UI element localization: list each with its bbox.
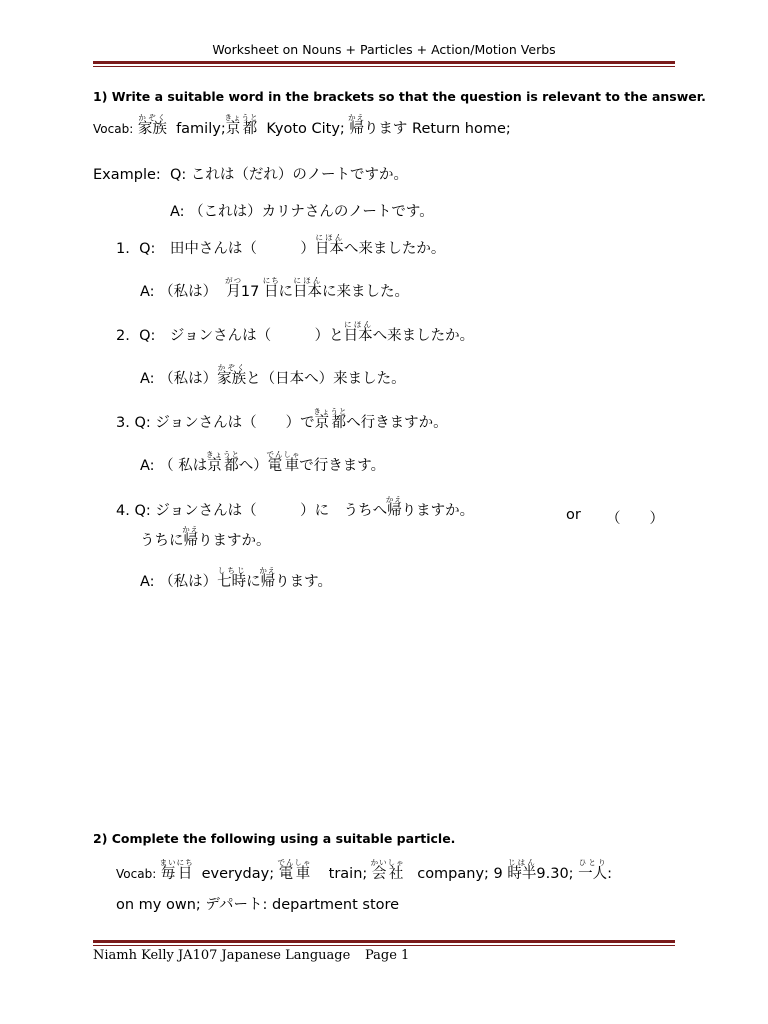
section1-heading: 1) Write a suitable word in the brackets so that the question is relevant to the answer.: [93, 89, 706, 104]
question-4-paren: （ ）: [606, 511, 664, 527]
example-question: Example: Q: これは（だれ）のノートですか。: [93, 167, 408, 183]
section1-vocab: [93, 113, 511, 138]
example-answer: A: （これは）カリナさんのノートです。: [170, 204, 434, 220]
vocab-entry: 会社かいしゃ company;: [370, 858, 489, 882]
footer-divider: [93, 940, 675, 946]
vocab-label: Vocab:: [116, 867, 157, 881]
question-1: 1. Q: 田中さんは（ ）日本にほんへ来ましたか。: [116, 233, 446, 257]
header-divider: [93, 61, 675, 67]
question-3: 3. Q: ジョンさんは（ ）で京都きょうとへ行きますか。: [116, 407, 448, 431]
vocab-entry: 帰かえります Return home;: [348, 113, 511, 137]
vocab-entry: 9 時半じはん9.30;: [493, 858, 574, 882]
answer-3: A: （ 私は京都きょうとへ）電車でんしゃで行きます。: [140, 450, 386, 474]
footer-page-number: Page 1: [365, 948, 410, 963]
section2-heading: 2) Complete the following using a suitable particle.: [93, 831, 456, 846]
answer-1: A: （私は） 月がつ17 日にちに日本にほんに来ました。: [140, 276, 409, 300]
question-4-continued: うちに帰かえりますか。: [140, 525, 271, 549]
question-4: 4. Q: ジョンさんは（ ）に うちへ帰かえりますか。: [116, 495, 475, 519]
vocab-entry: 一人ひとり:: [578, 858, 613, 882]
question-4-or: or: [566, 507, 581, 523]
vocab-label: Vocab:: [93, 122, 134, 136]
vocab-entry: 電車でんしゃ train;: [277, 858, 368, 882]
question-2: 2. Q: ジョンさんは（ ）と日本にほんへ来ましたか。: [116, 320, 475, 344]
section2-vocab: [116, 858, 612, 883]
vocab-entry: 家族かぞく family;: [137, 113, 226, 137]
vocab-entry: 毎日まいにち everyday;: [159, 858, 275, 882]
answer-2: A: （私は）家族かぞくと（日本へ）来ました。: [140, 363, 406, 387]
document-title: Worksheet on Nouns + Particles + Action/Motion Verbs: [212, 42, 556, 57]
section2-vocab-line2: on my own; デパート: department store: [116, 897, 400, 913]
answer-4: A: （私は）七時しちじに帰かえります。: [140, 566, 333, 590]
footer-author: Niamh Kelly JA107 Japanese Language: [93, 948, 351, 963]
vocab-entry: 京都きょうと Kyoto City;: [224, 113, 345, 137]
